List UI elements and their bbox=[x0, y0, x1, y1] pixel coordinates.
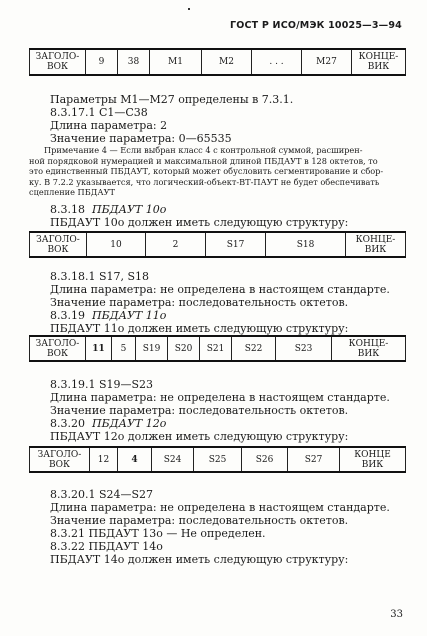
paragraph: Значение параметра: последовательность октетов. bbox=[50, 514, 349, 527]
table-row bbox=[30, 232, 406, 257]
section-heading: 8.3.19.1 S19—S23 bbox=[50, 378, 154, 391]
cell: 12 bbox=[90, 447, 118, 472]
note-line: Примечание 4 — Если выбран класс 4 с контрольной суммой, расширен- bbox=[44, 145, 363, 155]
cell: M1 bbox=[150, 49, 202, 75]
header-cell: ЗАГОЛО- ВОК bbox=[30, 336, 86, 361]
cell: S17 bbox=[206, 232, 266, 257]
section-title: ПБДАУТ 12о bbox=[92, 417, 167, 430]
field-table-1 bbox=[29, 48, 406, 76]
note-line: это единственный ПБДАУТ, который может обусловить сегментирование и сбор- bbox=[29, 166, 384, 176]
field-table-3 bbox=[29, 335, 406, 362]
note-line: сцепление ПБДАУТ bbox=[29, 187, 115, 197]
section-number: 8.3.18 bbox=[50, 203, 85, 216]
trailer-cell: КОНЦЕ- ВИК bbox=[332, 336, 406, 361]
section-heading bbox=[50, 203, 166, 216]
paragraph: ПБДАУТ 14о должен иметь следующую структуру: bbox=[50, 553, 349, 566]
section-heading: 8.3.17.1 C1—C38 bbox=[50, 106, 148, 119]
cell: M27 bbox=[302, 49, 352, 75]
paragraph: Длина параметра: 2 bbox=[50, 119, 168, 132]
section-heading bbox=[50, 417, 166, 430]
cell: 11 bbox=[86, 336, 112, 361]
cell: 9 bbox=[86, 49, 118, 75]
paragraph: ПБДАУТ 12о должен иметь следующую структуру: bbox=[50, 430, 349, 443]
table-row bbox=[30, 447, 406, 472]
section-number: 8.3.20 bbox=[50, 417, 85, 430]
paragraph: Длина параметра: не определена в настоящем стандарте. bbox=[50, 391, 390, 404]
paragraph: Значение параметра: последовательность октетов. bbox=[50, 404, 349, 417]
section-heading: 8.3.21 ПБДАУТ 13о — Не определен. bbox=[50, 527, 266, 540]
field-table-2 bbox=[29, 231, 406, 258]
paragraph: Значение параметра: 0—65535 bbox=[50, 132, 232, 145]
section-heading: 8.3.22 ПБДАУТ 14о bbox=[50, 540, 163, 553]
paragraph: Длина параметра: не определена в настоящем стандарте. bbox=[50, 501, 390, 514]
cell: S21 bbox=[200, 336, 232, 361]
trailer-cell: КОНЦЕ ВИК bbox=[340, 447, 406, 472]
cell: S24 bbox=[152, 447, 194, 472]
cell: 10 bbox=[87, 232, 146, 257]
paragraph: Значение параметра: последовательность октетов. bbox=[50, 296, 349, 309]
header-cell: ЗАГОЛО- ВОК bbox=[30, 232, 87, 257]
cell: . . . bbox=[252, 49, 302, 75]
cell: 4 bbox=[118, 447, 152, 472]
cell: M2 bbox=[202, 49, 252, 75]
page-number: 33 bbox=[390, 609, 403, 620]
table-row bbox=[30, 49, 406, 75]
cell: S27 bbox=[288, 447, 340, 472]
paragraph: Длина параметра: не определена в настоящем стандарте. bbox=[50, 283, 390, 296]
section-title: ПБДАУТ 10о bbox=[92, 203, 167, 216]
paragraph: ПБДАУТ 10о должен иметь следующую структуру: bbox=[50, 216, 349, 229]
cell: 2 bbox=[146, 232, 206, 257]
trailer-cell: КОНЦЕ- ВИК bbox=[346, 232, 406, 257]
note-line: ной порядковой нумерацией и максимальной длиной ПБДАУТ в 128 октетов, то bbox=[29, 155, 378, 166]
cell: S22 bbox=[232, 336, 276, 361]
cell: 38 bbox=[118, 49, 150, 75]
cell: S20 bbox=[168, 336, 200, 361]
section-title: ПБДАУТ 11о bbox=[92, 309, 167, 322]
paragraph: Параметры M1—M27 определены в 7.3.1. bbox=[50, 93, 294, 106]
cell: 5 bbox=[112, 336, 136, 361]
paragraph: ПБДАУТ 11о должен иметь следующую структуру: bbox=[50, 322, 349, 335]
section-heading: 8.3.20.1 S24—S27 bbox=[50, 488, 154, 501]
section-heading bbox=[50, 309, 166, 322]
cell: S25 bbox=[194, 447, 242, 472]
trailer-cell: КОНЦЕ- ВИК bbox=[352, 49, 406, 75]
running-header: ГОСТ Р ИСО/МЭК 10025—3—94 bbox=[229, 20, 402, 31]
header-cell: ЗАГОЛО- ВОК bbox=[30, 447, 90, 472]
cell: S23 bbox=[276, 336, 332, 361]
section-number: 8.3.19 bbox=[50, 309, 85, 322]
note-line: ку. В 7.2.2 указывается, что логический-объект-ВТ-ПАУТ не будет обеспечивать bbox=[29, 176, 380, 187]
section-heading: 8.3.18.1 S17, S18 bbox=[50, 270, 150, 283]
cell: S18 bbox=[266, 232, 346, 257]
table-row bbox=[30, 336, 406, 361]
field-table-4 bbox=[29, 446, 406, 473]
cell: S19 bbox=[136, 336, 168, 361]
header-cell: ЗАГОЛО- ВОК bbox=[30, 49, 86, 75]
cell: S26 bbox=[242, 447, 288, 472]
scan-speck bbox=[188, 8, 190, 10]
